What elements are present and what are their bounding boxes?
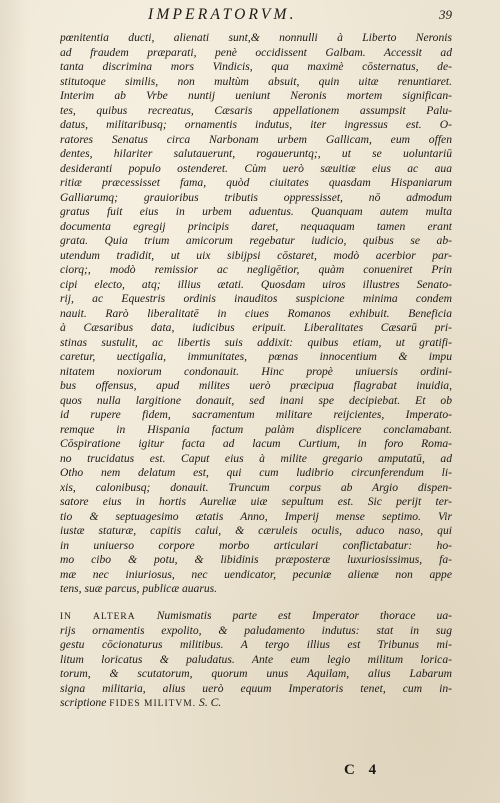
text-line: Cōspiratione igitur facta ad lacum Curtium, in foro Roma-	[60, 437, 452, 450]
text-line: remque in Hispania factum palàm displicere conclamabant.	[60, 422, 452, 436]
text-line: mo cibo & potu, & libidinis præposteræ luxuriosissimus, fa-	[60, 553, 452, 566]
second-paragraph	[60, 609, 452, 711]
signature-mark: C 4	[344, 762, 382, 778]
text-line: rij, ac Equestris ordinis inauditos suspicione minima condem	[60, 292, 452, 305]
text-line: Otho nem delatum est, qui cum ludibrio circunferendum li-	[60, 466, 452, 479]
text-line: nitatem noxiorum condonauit. Hinc propè uniuersis ordini-	[60, 364, 452, 378]
text-line: à Cæsaribus data, iudicibus eripuit. Liberalitates Cæsarū pri-	[60, 321, 452, 334]
page-number: 39	[439, 7, 452, 22]
text-line: ritiæ præcessisset fama, quòd ciuitates quasdam Hispaniarum	[60, 176, 452, 189]
text-line: signa militaria, alius uerò equum Imperatoris tenet, cum in-	[60, 681, 452, 695]
text-segment: S. C.	[196, 696, 222, 709]
text-line	[60, 609, 452, 624]
text-line: ratores Senatus circa Narbonam urbem Gallicam, eum offen	[60, 132, 452, 146]
text-line: iustæ staturæ, capitis calui, & cæruleis oculis, aduco naso, qui	[60, 524, 452, 537]
page-header	[60, 6, 452, 28]
text-line	[60, 696, 452, 711]
coin-inscription: FIDES MILITVM.	[109, 699, 197, 709]
text-line: ad fraudem præparati, penè occidissent Galbam. Accessit ad	[60, 45, 452, 59]
text-line: tio & septuagesimo ætatis Anno, Imperij mense septimo. Vir	[60, 509, 452, 523]
text-line: tens, suæ parcus, publicæ auarus.	[60, 582, 218, 595]
text-line: grata. Quia trium amicorum regebatur iudicio, quibus se ab-	[60, 234, 452, 247]
text-line: tes, quibus recreatus, Cæsaris appellationem assumpsit Palu-	[60, 103, 452, 117]
text-line: tanta discrimina mors Vindicis, qua maximè cōsternatus, de-	[60, 60, 452, 73]
text-line: dentes, hilariter salutauerunt, rogaueruntq;, ut se uoluntariū	[60, 147, 452, 160]
text-line: in uniuerso corpore morbo articulari conflictabatur: ho-	[60, 538, 452, 552]
main-paragraph	[60, 31, 452, 597]
text-line: no trucidatus est. Caput eius à milite gregario amputatū, ad	[60, 451, 452, 465]
paragraph-lead: IN ALTERA	[60, 612, 136, 622]
text-line: gestu cōcionaturus militibus. A tergo illius est Tribunus mi-	[60, 638, 452, 651]
text-line: Galliarumq; grauioribus tributis oppressisset, nō admodum	[60, 190, 452, 204]
text-segment: Numismatis parte est Imperator thorace ua-	[135, 609, 452, 622]
text-line: bus offensus, apud milites uerò præcipua flagrabat inuidia,	[60, 379, 452, 392]
text-line: torum, & scutatorum, quorum unus Aquilam, alius Labarum	[60, 667, 452, 680]
text-line: pœnitentia ducti, alienati sunt,& nonnulli à Liberto Neronis	[60, 31, 452, 44]
text-line: Interim ab Vrbe nuntij ueniunt Neronis mortem significan-	[60, 89, 452, 102]
text-line: gratus fuit eius in urbem aduentus. Quanquam autem multa	[60, 205, 452, 218]
text-line: rijs ornamentis expolito, & paludamento indutus: stat in sug	[60, 623, 452, 637]
text-line: litum loricatus & paludatus. Ante eum legio militum lorica-	[60, 652, 452, 666]
text-line: cipi electo, atq; illius ætati. Quosdam uiros illustres Senato-	[60, 277, 452, 291]
text-line: xis, calonibusq; donauit. Truncum corpus ab Argio dispen-	[60, 480, 452, 494]
text-line: nauit. Rarò liberalitatē in ciues Romanos exhibuit. Beneficia	[60, 306, 452, 320]
text-line: datus, militaribusq; ornamentis indutus, iter ingressus est. O-	[60, 118, 452, 131]
text-line: documenta egregij principis daret, nequaquam tamen erant	[60, 219, 452, 233]
text-line: utendum tradidit, ut uix sibijpsi cōstaret, modò acerbior par-	[60, 248, 452, 262]
text-line: ciorq;, modò remissior ac negligētior, quàm conueniret Prin	[60, 263, 452, 276]
running-head: IMPERATORVM.	[148, 6, 297, 23]
text-line: mæ nec iniuriosus, nec uendicator, pecuniæ alienæ non appe	[60, 567, 452, 581]
text-line: satore eius in hortis Aureliæ uiæ sepultum est. Sic perijt ter-	[60, 495, 452, 508]
text-line: stitutoque similis, non multùm absuit, quin uitæ renuntiaret.	[60, 74, 452, 88]
text-line: stinas sustulit, ac libertis suis addixit: quibus etiam, ut gratifi-	[60, 335, 452, 349]
text-line: desideranti populo ostenderet. Cùm uerò sæuitiæ eius ac aua	[60, 161, 452, 175]
text-line: quos nulla largitione donauit, sed inani spe decipiebat. Et ob	[60, 393, 452, 407]
text-line: id rupere fidem, sacramentum militare reijcientes, Imperato-	[60, 408, 452, 421]
text-line: caretur, uectigalia, immunitates, pœnas innocentium & impu	[60, 350, 452, 363]
text-segment: scriptione	[60, 696, 110, 709]
